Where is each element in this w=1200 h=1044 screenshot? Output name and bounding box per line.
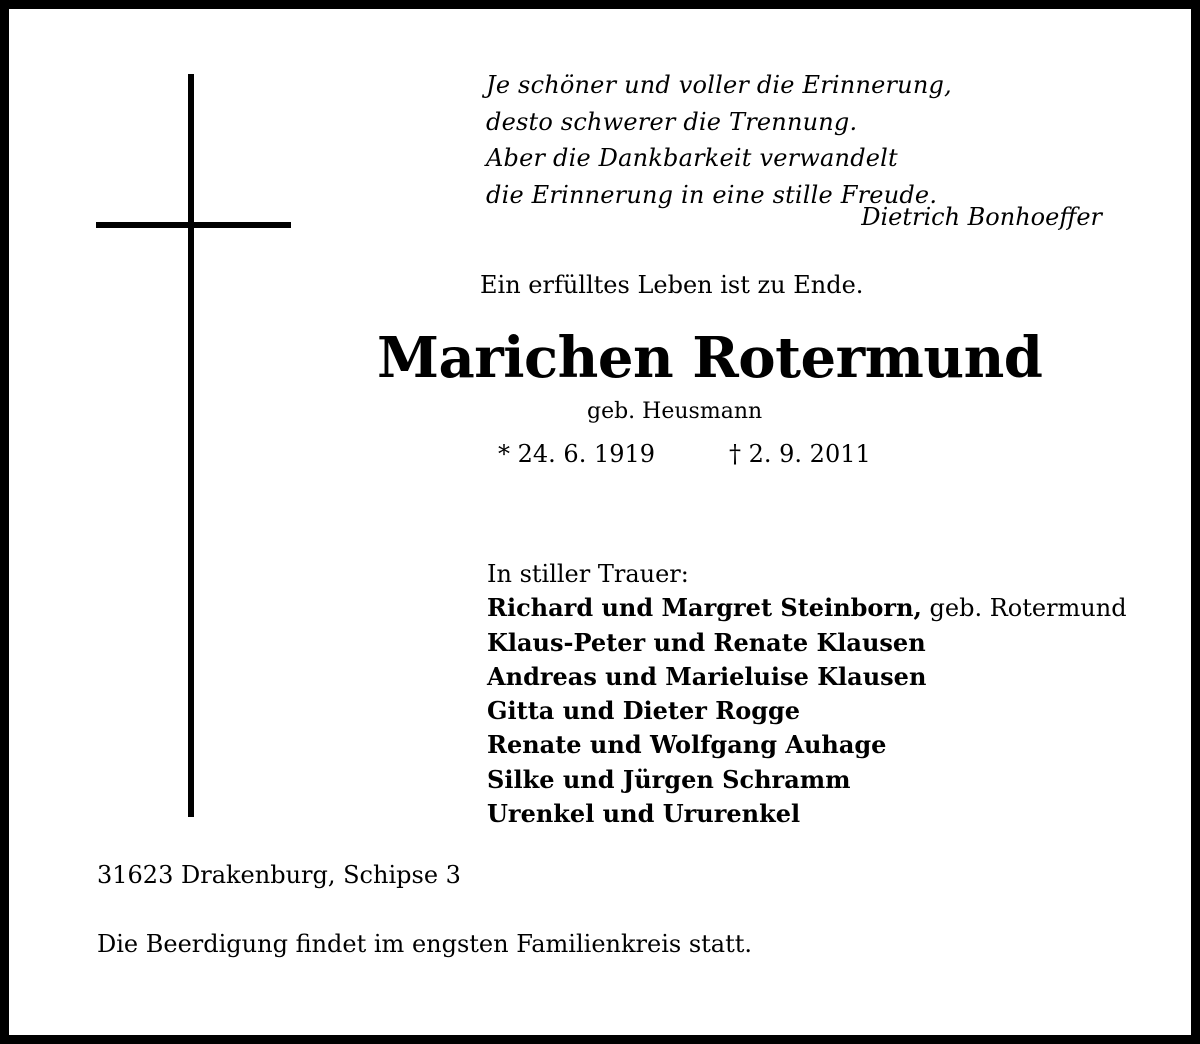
mourner-suffix: geb. Rotermund: [921, 594, 1127, 623]
mourner-name: Silke und Jürgen Schramm: [487, 764, 851, 794]
mourners-list: [487, 558, 1127, 831]
mourner-name: Klaus-Peter und Renate Klausen: [487, 627, 926, 657]
list-item: [487, 660, 1127, 694]
deceased-name: Marichen Rotermund: [377, 325, 1043, 391]
mourner-name: Renate und Wolfgang Auhage: [487, 730, 887, 760]
mourner-name: Urenkel und Ururenkel: [487, 799, 801, 829]
birth-date: * 24. 6. 1919: [498, 440, 656, 468]
mourners-heading: In stiller Trauer:: [487, 560, 689, 588]
mourner-name: Gitta und Dieter Rogge: [487, 696, 801, 726]
mourner-name: Andreas und Marieluise Klausen: [487, 661, 927, 691]
quote-line: Aber die Dankbarkeit verwandelt: [486, 144, 898, 172]
list-item: [487, 626, 1127, 660]
list-item: [487, 763, 1127, 797]
family-address: 31623 Drakenburg, Schipse 3: [97, 861, 461, 889]
quote-line: desto schwerer die Trennung.: [486, 107, 858, 136]
quote-line: Je schöner und voller die Erinnerung,: [486, 71, 952, 99]
list-item: [487, 591, 1127, 625]
list-item: [487, 797, 1127, 831]
cross-icon-horizontal-bar: [96, 222, 291, 228]
death-date: † 2. 9. 2011: [729, 440, 871, 468]
list-item: [487, 694, 1127, 728]
funeral-note: Die Beerdigung findet im engsten Familienkreis statt.: [97, 930, 753, 958]
quote-line: die Erinnerung in eine stille Freude.: [486, 180, 938, 209]
maiden-name: geb. Heusmann: [587, 399, 763, 424]
intro-line: Ein erfülltes Leben ist zu Ende.: [480, 271, 864, 299]
quote-author: Dietrich Bonhoeffer: [861, 203, 1102, 231]
cross-icon-vertical-bar: [188, 74, 194, 817]
mourner-name: Richard und Margret Steinborn,: [487, 593, 922, 623]
list-item: [487, 728, 1127, 762]
memorial-quote: [486, 67, 1126, 213]
